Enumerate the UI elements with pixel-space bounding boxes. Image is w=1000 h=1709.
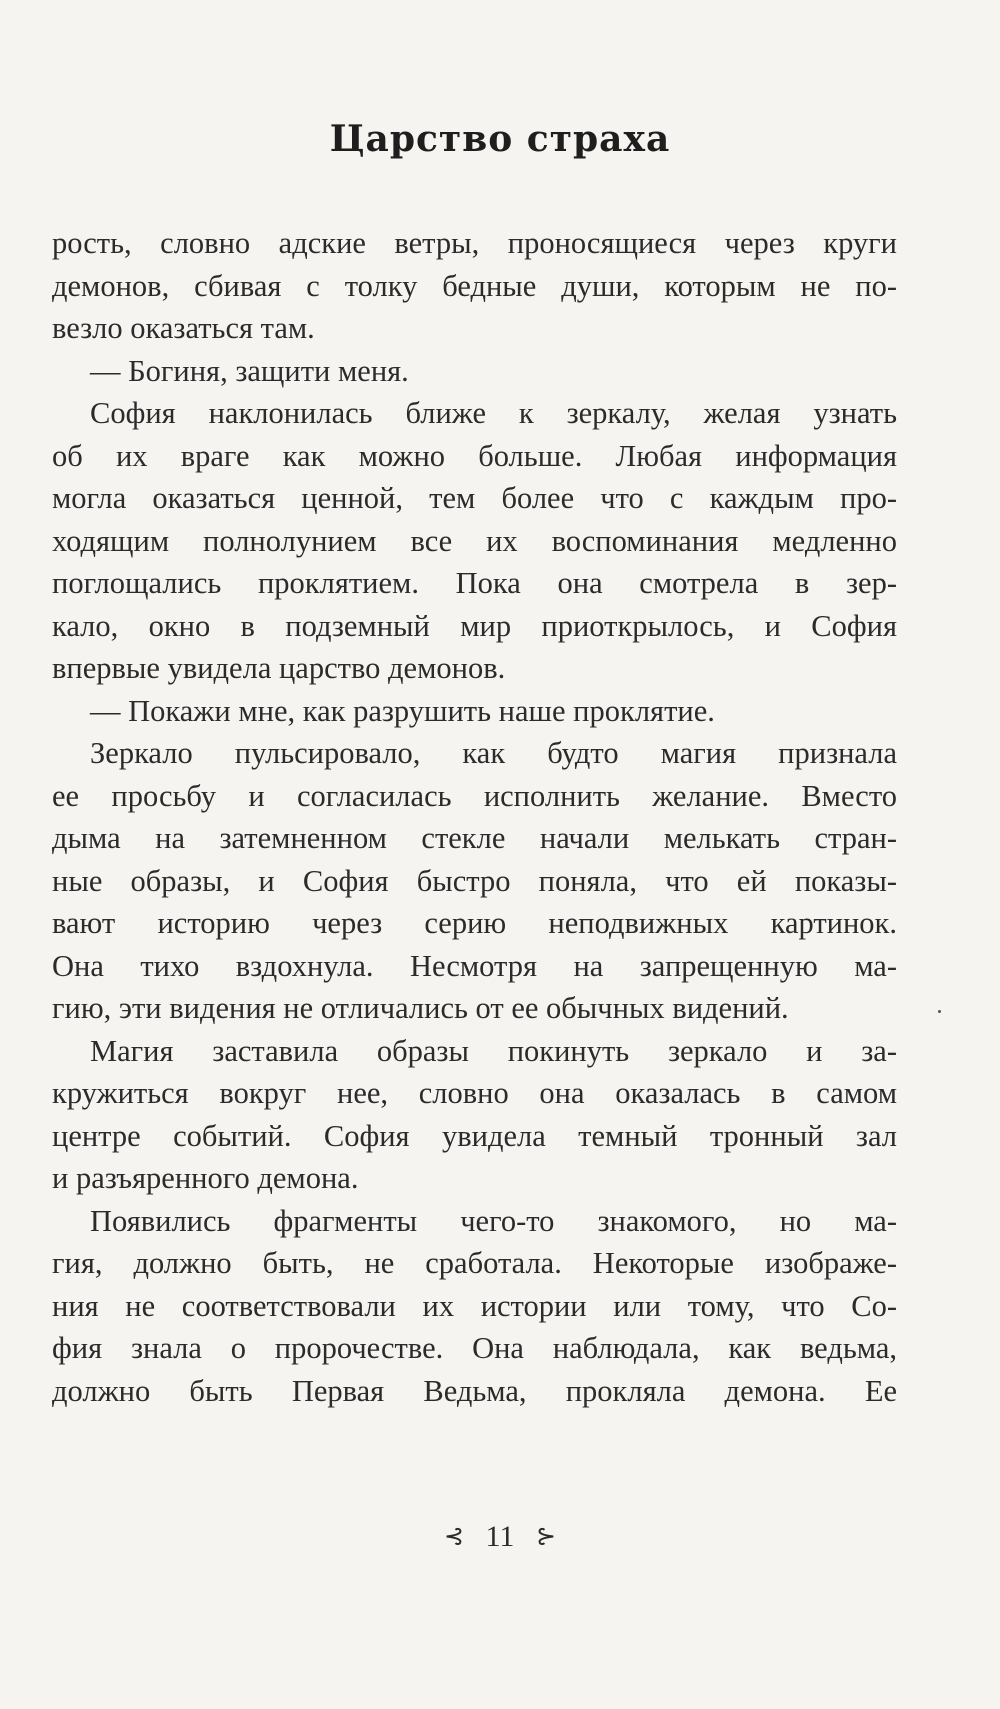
text-line: Она тихо вздохнула. Несмотря на запрещенную ма- xyxy=(52,948,897,983)
text-line: и разъяренного демона. xyxy=(52,1161,359,1195)
text-line: кало, окно в подземный мир приоткрылось, и София xyxy=(52,608,897,643)
text-line: — Богиня, защити меня. xyxy=(90,353,409,388)
text-line: кружиться вокруг нее, словно она оказалась в самом xyxy=(52,1076,897,1110)
text-line: впервые увидела царство демонов. xyxy=(52,651,506,685)
text-line: демонов, сбивая с толку бедные души, которым не по- xyxy=(52,268,897,303)
running-head-title: Царство страха xyxy=(329,118,671,160)
text-line: поглощались проклятием. Пока она смотрела в зер- xyxy=(52,566,897,600)
text-line: вают историю через серию неподвижных картинок. xyxy=(52,906,897,940)
text-line: ее просьбу и согласилась исполнить желание. Вместо xyxy=(52,778,897,813)
text-line: фия знала о пророчестве. Она наблюдала, как ведьма, xyxy=(52,1331,897,1365)
page-footer xyxy=(0,1520,1000,1554)
text-line: дыма на затемненном стекле начали мелькать стран- xyxy=(52,821,897,855)
text-line: ния не соответствовали их истории или тому, что Со- xyxy=(52,1288,897,1323)
text-line: Магия заставила образы покинуть зеркало и за- xyxy=(90,1033,897,1068)
right-ornament-icon: ⊱ xyxy=(535,1524,557,1550)
left-ornament-icon: ⊰ xyxy=(443,1524,465,1550)
text-line: Появились фрагменты чего-то знакомого, но ма- xyxy=(90,1203,897,1238)
text-line: везло оказаться там. xyxy=(52,311,315,345)
text-line: ные образы, и София быстро поняла, что ей показы- xyxy=(52,863,897,898)
text-line: об их враге как можно больше. Любая информация xyxy=(52,438,897,473)
text-line: должно быть Первая Ведьма, прокляла демона. Ее xyxy=(52,1373,897,1408)
text-line: гию, эти видения не отличались от ее обычных видений. xyxy=(52,991,789,1025)
body-text xyxy=(52,222,897,1412)
text-line: центре событий. София увидела темный тронный зал xyxy=(52,1118,897,1153)
text-line: ходящим полнолунием все их воспоминания медленно xyxy=(52,523,897,558)
paper-speck xyxy=(938,1010,941,1013)
text-line: Зеркало пульсировало, как будто магия признала xyxy=(90,736,897,770)
text-line: — Покажи мне, как разрушить наше проклятие. xyxy=(90,693,715,728)
text-line: гия, должно быть, не сработала. Некоторые изображе- xyxy=(52,1246,897,1280)
text-line: София наклонилась ближе к зеркалу, желая узнать xyxy=(90,396,897,430)
text-line: могла оказаться ценной, тем более что с каждым про- xyxy=(52,481,897,515)
page-number: 11 xyxy=(485,1520,515,1553)
text-line: рость, словно адские ветры, проносящиеся через круги xyxy=(52,226,897,260)
